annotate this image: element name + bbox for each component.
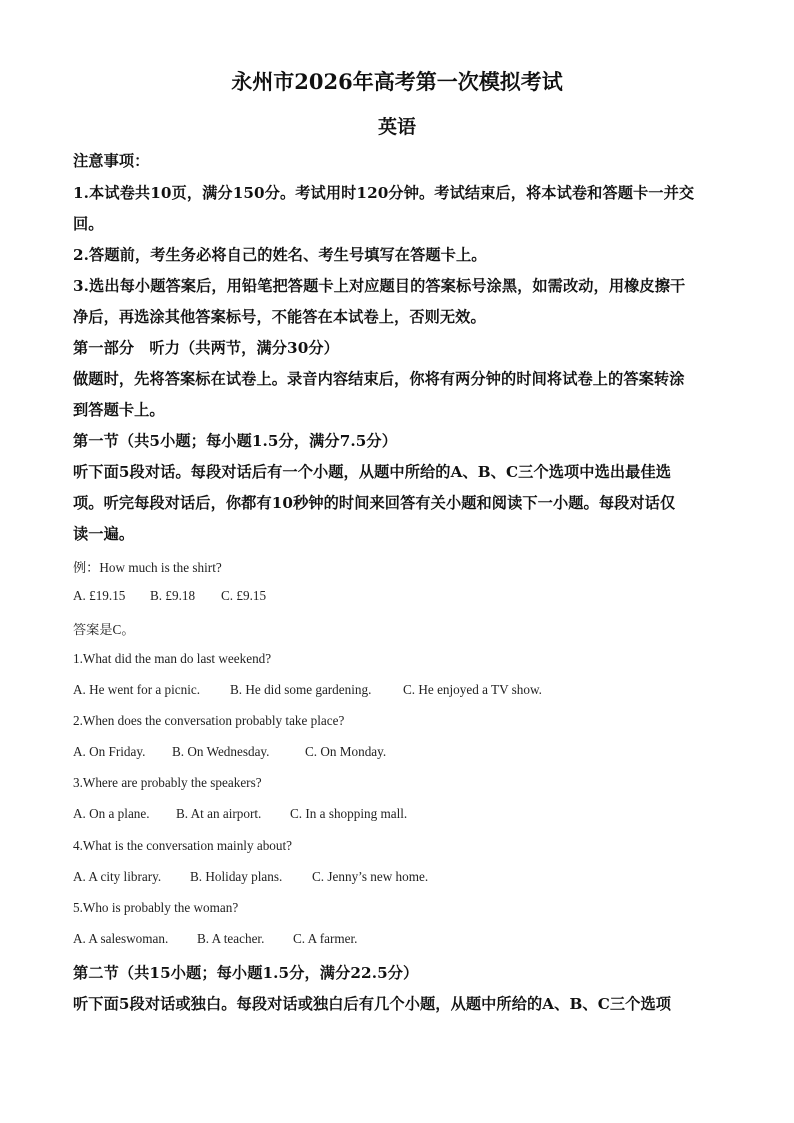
example-options [73, 588, 733, 604]
question-3-options [73, 806, 733, 822]
option-c: C. He enjoyed a TV show. [403, 682, 542, 697]
exam-title: 永州市2026年高考第一次模拟考试 [231, 69, 563, 94]
option-c: C. Jenny’s new home. [312, 869, 429, 884]
option-b: B. On Wednesday. [172, 744, 270, 759]
question-1: 1.What did the man do last weekend? [73, 651, 272, 666]
option-c: C. In a shopping mall. [290, 806, 408, 821]
example-question: 例：How much is the shirt? [73, 560, 222, 575]
notice-item-3-cont: 净后，再选涂其他答案标号，不能答在本试卷上，否则无效。 [73, 308, 486, 326]
option-a: A. A saleswoman. [73, 931, 169, 946]
part1-heading: 第一部分 听力（共两节，满分30分） [73, 339, 339, 357]
part1-intro: 做题时，先将答案标在试卷上。录音内容结束后，你将有两分钟的时间将试卷上的答案转涂 [73, 370, 685, 388]
option-a: A. He went for a picnic. [73, 682, 201, 697]
option-a: A. On a plane. [73, 806, 150, 821]
question-2-options [73, 744, 733, 760]
subject-title: 英语 [377, 116, 416, 138]
option-c: C. A farmer. [293, 931, 358, 946]
option-a: A. A city library. [73, 869, 162, 884]
notice-item-1: 1.本试卷共10页，满分150分。考试用时120分钟。考试结束后，将本试卷和答题卡一并交 [73, 184, 695, 202]
notice-item-3: 3.选出每小题答案后，用铅笔把答题卡上对应题目的答案标号涂黑，如需改动，用橡皮擦干 [73, 277, 686, 295]
option-b: B. He did some gardening. [230, 682, 372, 697]
question-4-options [73, 869, 733, 885]
example-answer: 答案是C。 [73, 622, 135, 637]
notice-item-1-cont: 回。 [73, 215, 104, 233]
question-5-options [73, 931, 733, 947]
section1-intro: 听下面5段对话。每段对话后有一个小题，从题中所给的A、B、C三个选项中选出最佳选 [73, 463, 672, 481]
option-b: B. At an airport. [176, 806, 262, 821]
question-1-options [73, 682, 733, 698]
option-a: A. £19.15 [73, 588, 126, 603]
section1-intro-end: 读一遍。 [73, 525, 135, 543]
question-3: 3.Where are probably the speakers? [73, 775, 262, 790]
section2-heading: 第二节（共15小题；每小题1.5分，满分22.5分） [73, 964, 419, 982]
option-c: C. £9.15 [221, 588, 267, 603]
question-2: 2.When does the conversation probably take place? [73, 713, 345, 728]
section1-intro-cont: 项。听完每段对话后，你都有10秒钟的时间来回答有关小题和阅读下一小题。每段对话仅 [73, 494, 676, 512]
notice-item-2: 2.答题前，考生务必将自己的姓名、考生号填写在答题卡上。 [73, 246, 487, 264]
option-b: B. A teacher. [197, 931, 265, 946]
section1-heading: 第一节（共5小题；每小题1.5分，满分7.5分） [73, 432, 397, 450]
question-5: 5.Who is probably the woman? [73, 900, 239, 915]
option-b: B. Holiday plans. [190, 869, 283, 884]
option-a: A. On Friday. [73, 744, 146, 759]
option-b: B. £9.18 [150, 588, 196, 603]
section2-intro: 听下面5段对话或独白。每段对话或独白后有几个小题，从题中所给的A、B、C三个选项 [73, 995, 672, 1013]
question-4: 4.What is the conversation mainly about? [73, 838, 292, 853]
part1-intro-cont: 到答题卡上。 [73, 401, 165, 419]
notice-heading: 注意事项： [73, 152, 150, 170]
option-c: C. On Monday. [305, 744, 387, 759]
